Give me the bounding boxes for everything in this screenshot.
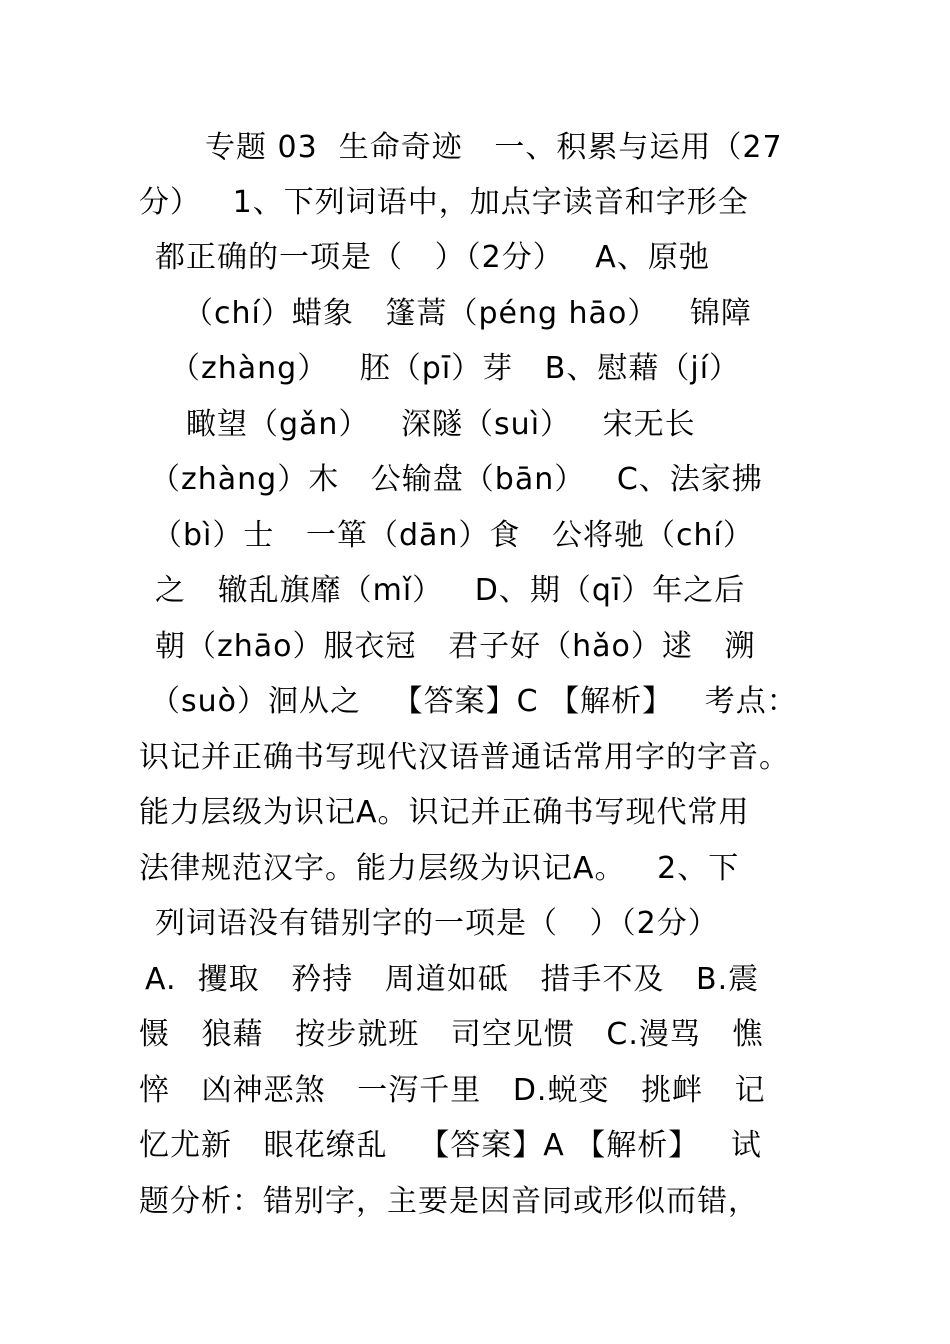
text-line: 识记并正确书写现代汉语普通话常用字的字音。: [139, 740, 790, 775]
text-line: 朝（zhāo）服衣冠 君子好（hǎo）逑 溯: [155, 629, 756, 664]
text-line: （chí）蜡象 篷蒿（péng hāo） 锦障: [183, 296, 752, 331]
text-line: 都正确的一项是（ ）（2分） A、原弛: [155, 240, 710, 275]
text-line: 能力层级为识记A。识记并正确书写现代常用: [139, 795, 750, 830]
text-line: 列词语没有错别字的一项是（ ）（2分）: [155, 906, 719, 941]
text-line: 慑 狼藉 按步就班 司空见惯 C.漫骂 憔: [139, 1017, 764, 1052]
text-line: 题分析：错别字，主要是因音同或形似而错，: [139, 1184, 759, 1219]
text-line: 分） 1、下列词语中，加点字读音和字形全: [139, 185, 749, 220]
text-line: 忆尤新 眼花缭乱 【答案】A 【解析】 试: [139, 1128, 762, 1163]
text-line: （suò）洄从之 【答案】C 【解析】 考点：: [150, 684, 798, 719]
text-line: （zhàng）木 公输盘（bān） C、法家拂: [150, 462, 763, 497]
text-line: 专题 03 生命奇迹 一、积累与运用（27: [205, 130, 783, 165]
text-line: 法律规范汉字。能力层级为识记A。 2、下: [139, 851, 740, 886]
text-line: （zhàng） 胚（pī）芽 B、慰藉（jí）: [170, 351, 741, 386]
text-line: （bì）士 一箪（dān）食 公将驰（chí）: [152, 518, 754, 553]
text-line: 之 辙乱旗靡（mǐ） D、期（qī）年之后: [155, 573, 746, 608]
text-line: 悴 凶神恶煞 一泻千里 D.蜕变 挑衅 记: [139, 1073, 766, 1108]
text-line: 瞰望（gǎn） 深隧（suì） 宋无长: [186, 407, 696, 442]
text-line: A. 攫取 矜持 周道如砥 措手不及 B.震: [145, 962, 760, 997]
